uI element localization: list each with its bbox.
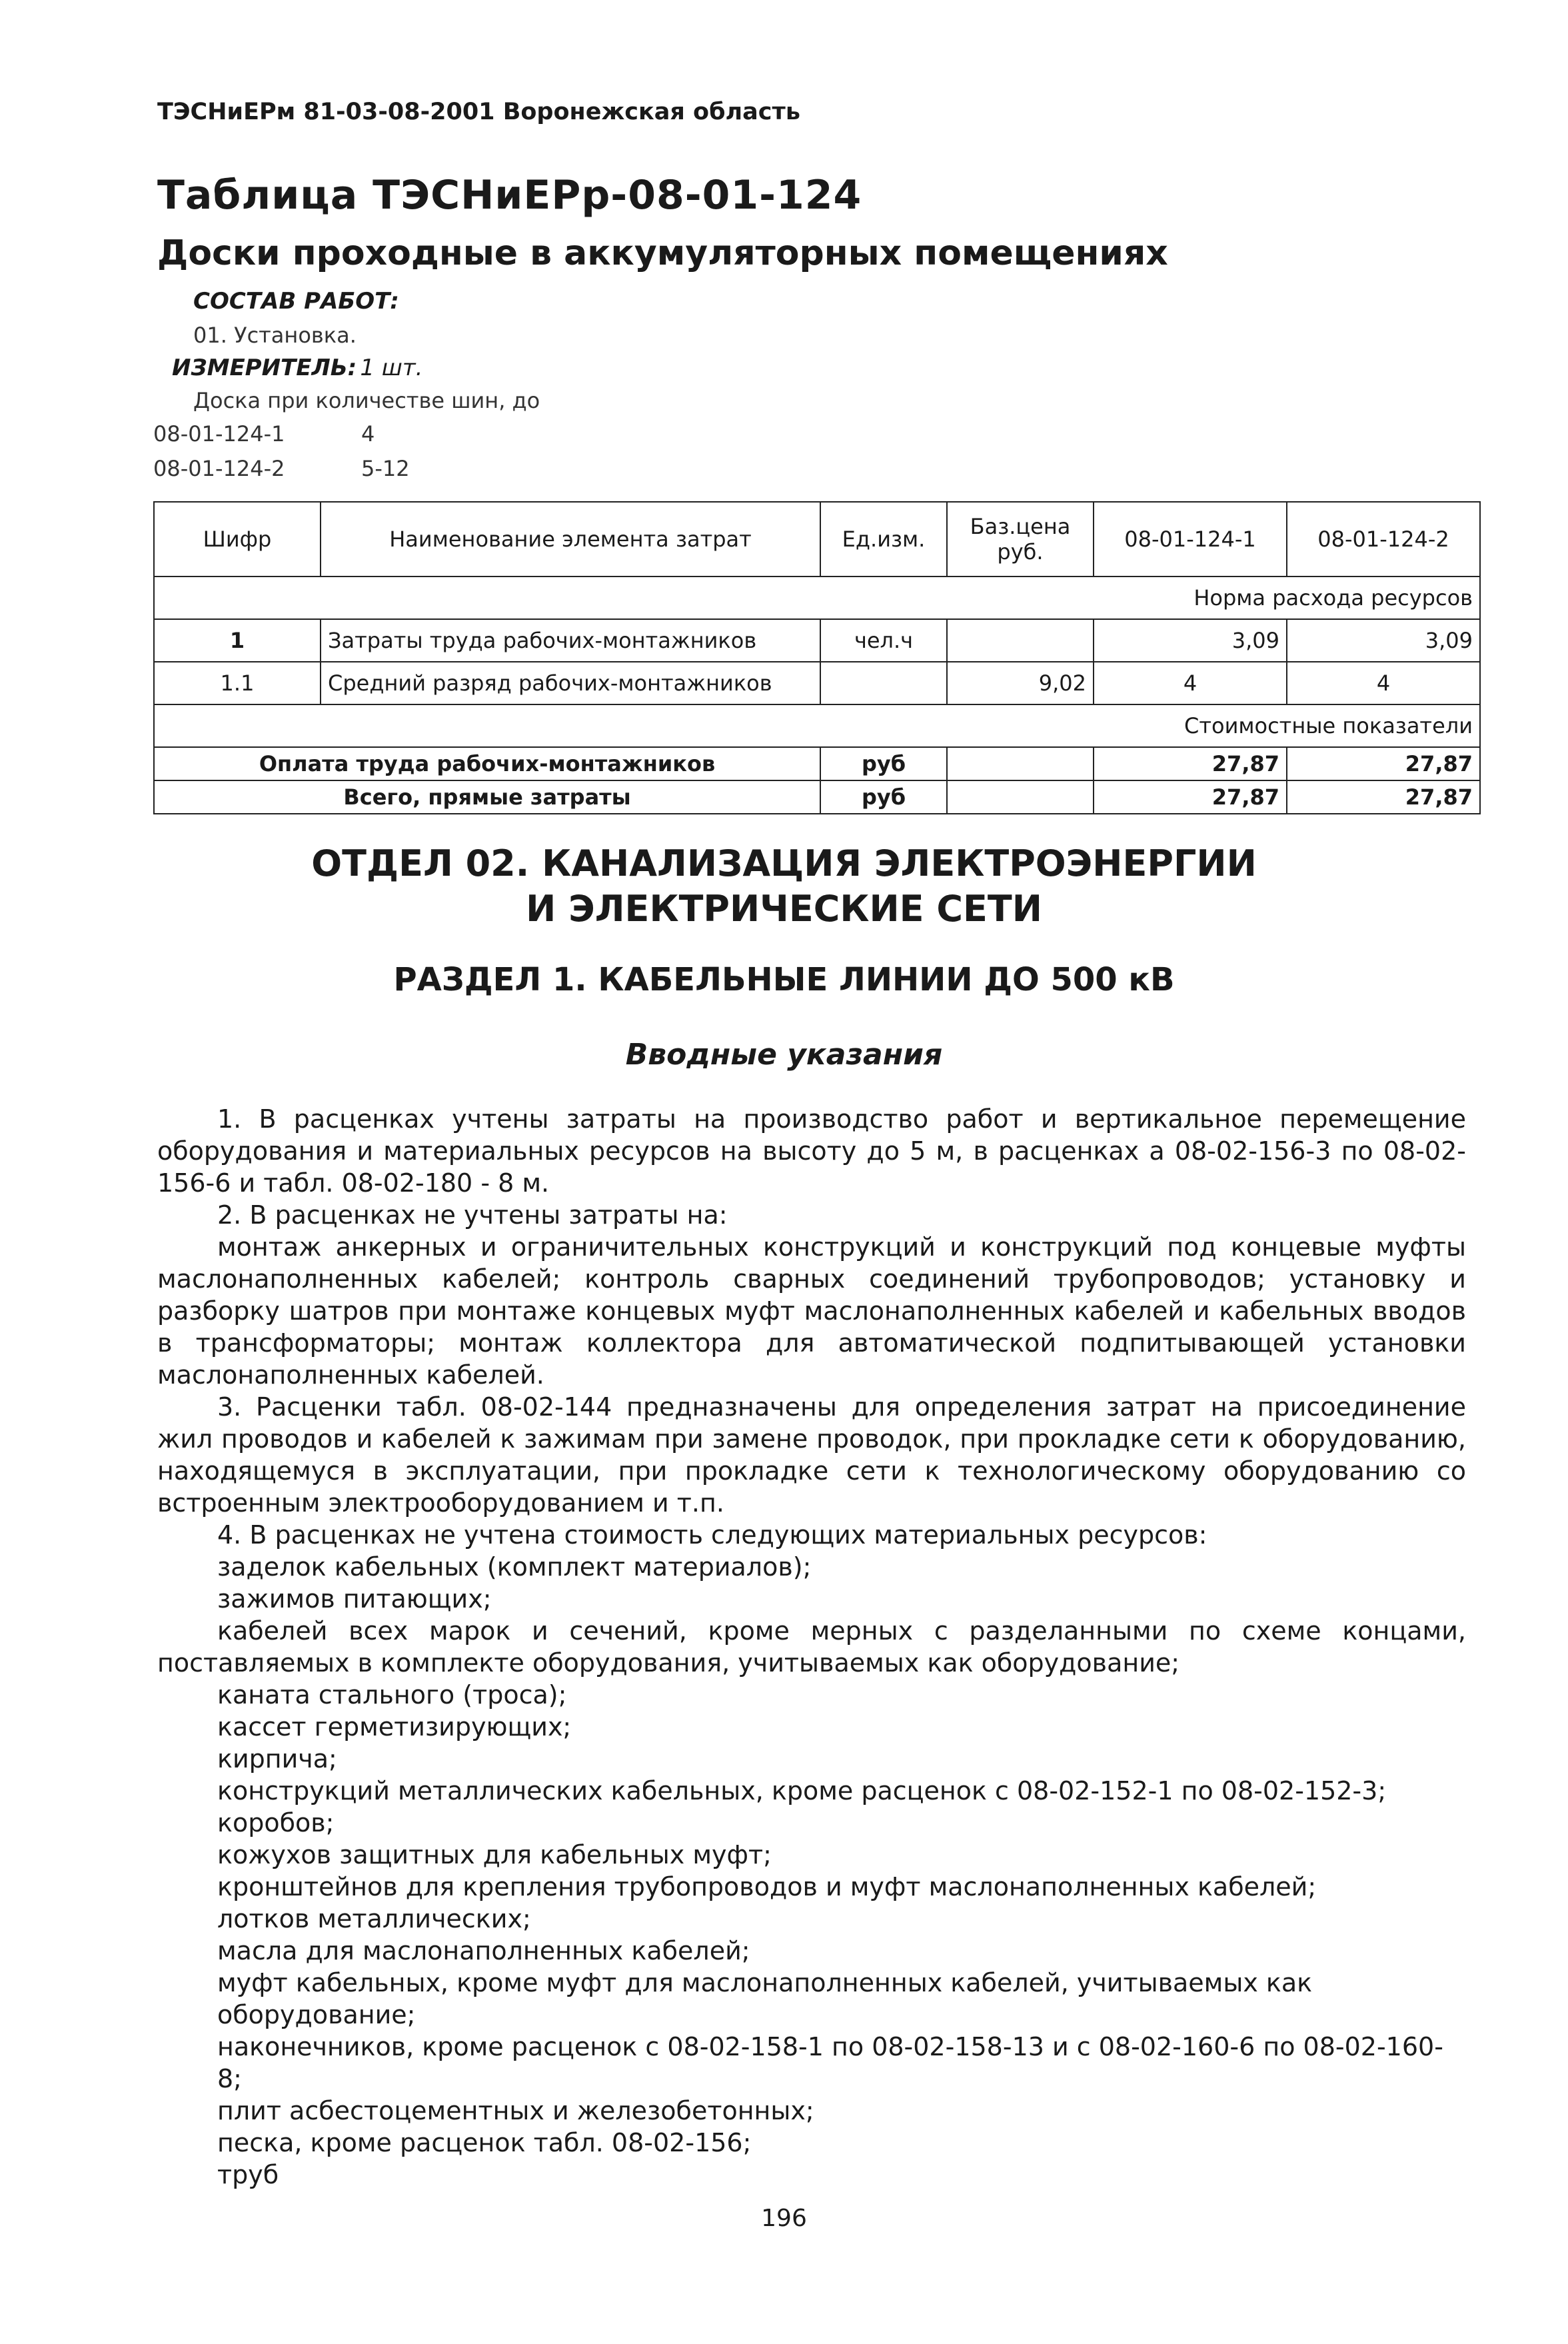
param-code-2: 08-01-124-2 (153, 456, 285, 481)
otdel-heading (0, 841, 1568, 932)
list-item: каната стального (троса); (217, 1680, 567, 1710)
otdel-line-2: И ЭЛЕКТРИЧЕСКИЕ СЕТИ (526, 888, 1042, 930)
list-item: кабелей всех марок и сечений, кроме мерных с разделанными по схеме концами, поставляемых в комплекте оборудования, учитываемых как оборудование; (157, 1616, 1466, 1678)
row-code: 1 (154, 619, 321, 662)
total-unit: руб (820, 780, 947, 814)
row-price (947, 619, 1094, 662)
list-item: заделок кабельных (комплект материалов); (217, 1552, 812, 1582)
list-item: кожухов защитных для кабельных муфт; (217, 1840, 772, 1869)
table-row (154, 662, 1480, 704)
table-row (154, 619, 1480, 662)
izmeritel-label: ИЗМЕРИТЕЛЬ: (172, 355, 357, 381)
intro-heading: Вводные указания (625, 1038, 943, 1072)
paragraph: 4. В расценках не учтена стоимость следующих материальных ресурсов: (217, 1520, 1207, 1550)
row-name: Затраты труда рабочих-монтажников (321, 619, 820, 662)
list-item: муфт кабельных, кроме муфт для маслонаполненных кабелей, учитываемых как оборудование; (217, 1968, 1313, 2029)
paragraph: 2. В расценках не учтены затраты на: (217, 1200, 728, 1230)
cost-label-row (154, 704, 1480, 747)
param-code-1: 08-01-124-1 (153, 421, 285, 447)
row-price: 9,02 (947, 662, 1094, 704)
header-unit: Ед.изм. (820, 502, 947, 577)
cost-label: Стоимостные показатели (154, 704, 1480, 747)
list-item: коробов; (217, 1808, 335, 1837)
otdel-line-1: ОТДЕЛ 02. КАНАЛИЗАЦИЯ ЭЛЕКТРОЭНЕРГИИ (311, 842, 1257, 884)
table-header-row (154, 502, 1480, 577)
total-price-empty (947, 747, 1094, 780)
list-item: кронштейнов для крепления трубопроводов и муфт маслонаполненных кабелей; (217, 1872, 1317, 1901)
list-item: наконечников, кроме расценок с 08-02-158-1 по 08-02-158-13 и с 08-02-160-6 по 08-02-160-8; (217, 2032, 1443, 2093)
norm-label-row (154, 577, 1480, 619)
list-item: труб (217, 2160, 279, 2189)
izmeritel-value: 1 шт. (360, 355, 423, 381)
total-value-2: 27,87 (1287, 780, 1480, 814)
row-code: 1.1 (154, 662, 321, 704)
row-value-2: 3,09 (1287, 619, 1480, 662)
total-value-1: 27,87 (1094, 747, 1287, 780)
list-item: масла для маслонаполненных кабелей; (217, 1936, 750, 1965)
row-name: Средний разряд рабочих-монтажников (321, 662, 820, 704)
list-item: песка, кроме расценок табл. 08-02-156; (217, 2128, 752, 2157)
body-text (157, 1103, 1466, 2191)
param-value-1: 4 (361, 421, 375, 447)
paragraph: 3. Расценки табл. 08-02-144 предназначены для определения затрат на присоединение жил проводов и кабелей к зажимам при замене проводок, при прокладке сети к оборудованию, находящемуся в эксплуатации, при прокладке сети к технологическому оборудованию со встроенным электрооборудованием и т.п. (157, 1392, 1466, 1518)
sostav-item: 01. Установка. (193, 323, 357, 348)
paragraph: монтаж анкерных и ограничительных конструкций и конструкций под концевые муфты маслонаполненных кабелей; контроль сварных соединений трубопроводов; установку и разборку шатров при монтаже концевых муфт маслонаполненных кабелей и кабельных вводов в трансформаторы; монтаж коллектора для автоматической подпитывающей установки маслонаполненных кабелей. (157, 1232, 1466, 1390)
total-row (154, 747, 1480, 780)
row-value-1: 3,09 (1094, 619, 1287, 662)
header-price: Баз.цена руб. (947, 502, 1094, 577)
header-col-2: 08-01-124-2 (1287, 502, 1480, 577)
total-name: Всего, прямые затраты (154, 780, 820, 814)
header-code: Шифр (154, 502, 321, 577)
list-item: плит асбестоцементных и железобетонных; (217, 2096, 814, 2125)
header-col-1: 08-01-124-1 (1094, 502, 1287, 577)
total-value-2: 27,87 (1287, 747, 1480, 780)
param-value-2: 5-12 (361, 456, 410, 481)
total-row (154, 780, 1480, 814)
row-unit: чел.ч (820, 619, 947, 662)
cost-table (153, 501, 1481, 814)
paragraph: 1. В расценках учтены затраты на производство работ и вертикальное перемещение оборудования и материальных ресурсов на высоту до 5 м, в расценках а 08-02-156-3 по 08-02-156-6 и табл. 08-02-180 - 8 м. (157, 1104, 1466, 1198)
list-item: кирпича; (217, 1744, 337, 1773)
list-item: зажимов питающих; (217, 1584, 492, 1614)
table-title: Таблица ТЭСНиЕРр-08-01-124 (157, 172, 862, 219)
document-header: ТЭСНиЕРм 81-03-08-2001 Воронежская область (157, 99, 800, 125)
sostav-label: СОСТАВ РАБОТ: (193, 288, 399, 315)
row-value-1: 4 (1094, 662, 1287, 704)
page-number: 196 (761, 2205, 807, 2232)
norm-label: Норма расхода ресурсов (154, 577, 1480, 619)
list-item: кассет герметизирующих; (217, 1712, 572, 1742)
total-price-empty (947, 780, 1094, 814)
total-unit: руб (820, 747, 947, 780)
row-unit (820, 662, 947, 704)
table-subtitle: Доски проходные в аккумуляторных помещениях (157, 233, 1168, 273)
list-item: лотков металлических; (217, 1904, 531, 1933)
razdel-heading: РАЗДЕЛ 1. КАБЕЛЬНЫЕ ЛИНИИ ДО 500 кВ (393, 961, 1175, 998)
param-description: Доска при количестве шин, до (193, 388, 540, 413)
row-value-2: 4 (1287, 662, 1480, 704)
header-name: Наименование элемента затрат (321, 502, 820, 577)
list-item: конструкций металлических кабельных, кроме расценок с 08-02-152-1 по 08-02-152-3; (217, 1776, 1387, 1805)
total-name: Оплата труда рабочих-монтажников (154, 747, 820, 780)
total-value-1: 27,87 (1094, 780, 1287, 814)
izmeritel-row (172, 355, 422, 381)
